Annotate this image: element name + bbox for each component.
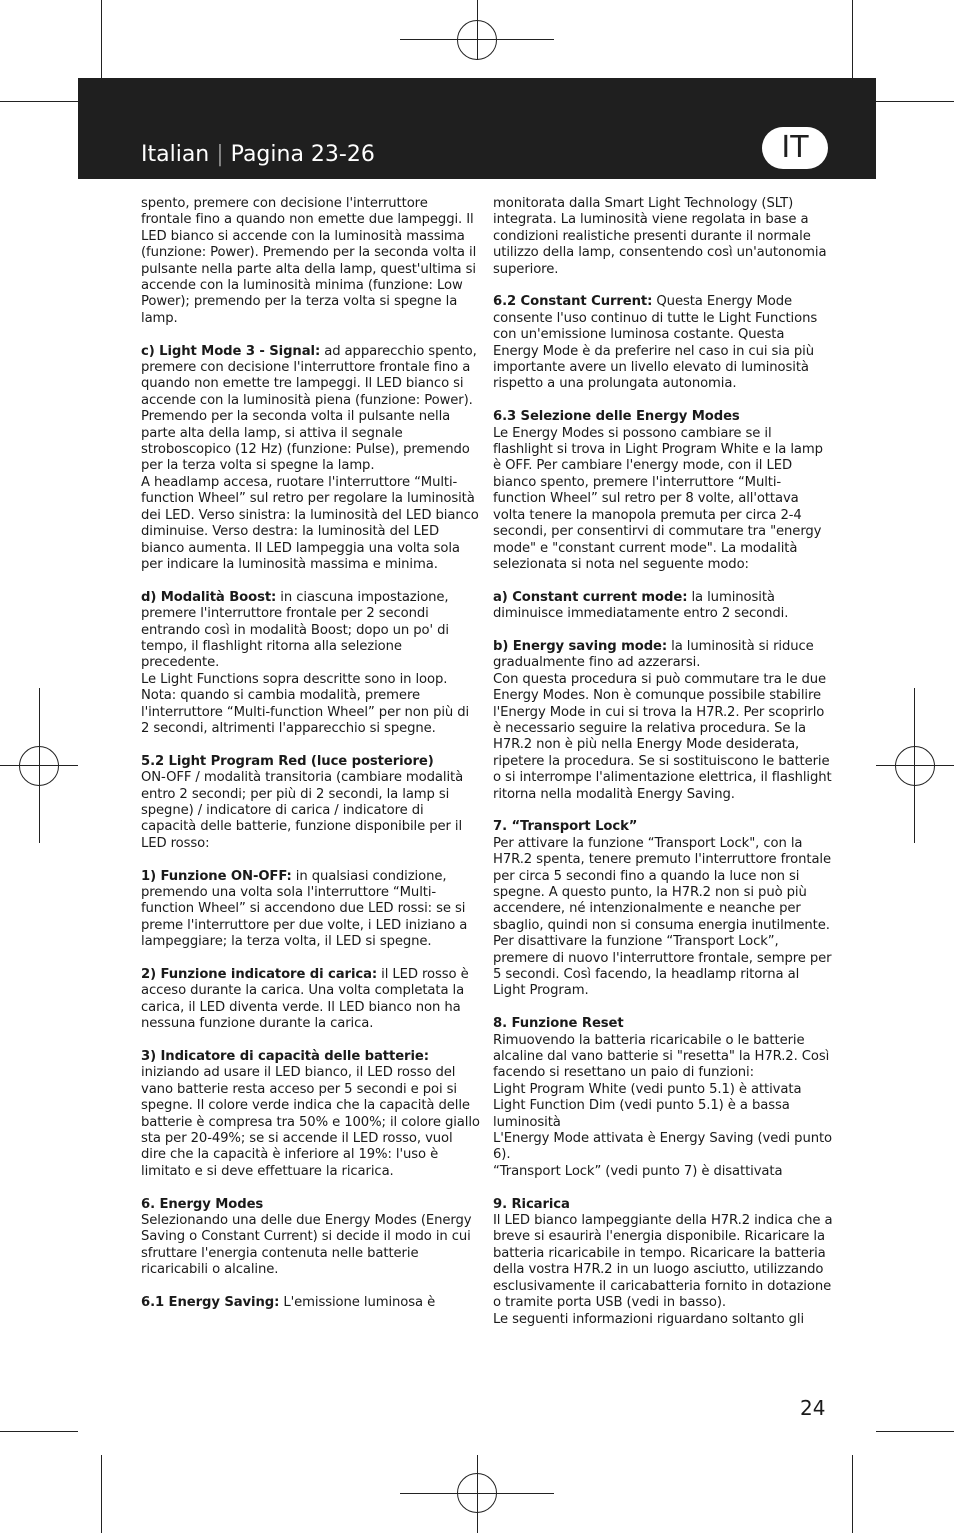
crop-mark bbox=[876, 765, 954, 766]
paragraph-text: spento, premere con decisione l'interruttore frontale fino a quando non emette due lampeggi. Il LED bianco si accende con la luminosità massima (funzione: Power). Premendo per la seconda volta il pulsante nella parte alta della lamp, quest'ultima si accende con la luminosità minima (funzione: Low Power); premendo per la terza volta si spegne la lamp. bbox=[141, 196, 477, 326]
paragraph-text: ad apparecchio spento, premere con decisione l'interruttore frontale fino a quando non emette tre lampeggi. Il LED bianco si accende con la luminosità piena (funzione: Power). Premendo per la seconda volta il pulsante nella parte alta della lamp, si attiva il segnale stroboscopico (12 Hz) (funzione: Pulse), premendo per la terza volta si spegne la lamp. bbox=[141, 343, 477, 474]
paragraph-gap bbox=[141, 1180, 481, 1196]
paragraph-heading: 8. Funzione Reset bbox=[493, 1016, 624, 1032]
paragraph-text: Le seguenti informazioni riguardano soltanto gli bbox=[493, 1311, 805, 1327]
paragraph-heading: 6. Energy Modes bbox=[141, 1196, 264, 1212]
paragraph-text: Light Program White (vedi punto 5.1) è attivata bbox=[493, 1081, 802, 1097]
paragraph-text: L'Energy Mode attivata è Energy Saving (vedi punto 6). bbox=[493, 1131, 832, 1163]
header-bar bbox=[78, 78, 876, 179]
paragraph bbox=[493, 294, 833, 392]
crop-mark bbox=[0, 765, 78, 766]
paragraph-gap bbox=[493, 573, 833, 589]
page-number: 24 bbox=[800, 1396, 826, 1420]
paragraph-gap bbox=[141, 951, 481, 967]
paragraph-text: il LED rosso è acceso durante la carica. Una volta completata la carica, il LED diventa verde. Il LED bianco non ha nessuna funzione durante la carica. bbox=[141, 967, 469, 1032]
paragraph-heading: b) Energy saving mode: bbox=[493, 638, 668, 654]
paragraph-heading: a) Constant current mode: bbox=[493, 589, 688, 605]
paragraph-heading: 2) Funzione indicatore di carica: bbox=[141, 967, 378, 983]
paragraph-heading: c) Light Mode 3 - Signal: bbox=[141, 343, 321, 359]
paragraph-heading: 5.2 Light Program Red (luce posteriore) bbox=[141, 753, 434, 769]
paragraph-heading: 6.1 Energy Saving: bbox=[141, 1295, 280, 1311]
paragraph-gap bbox=[141, 327, 481, 343]
paragraph bbox=[141, 770, 481, 852]
paragraph-heading: 3) Indicatore di capacità delle batterie: bbox=[141, 1049, 429, 1065]
paragraph-text: in ciascuna impostazione, premere l'interruttore frontale per 2 secondi entrando così in modalità Boost; dopo un po' di tempo, il flashlight ritorna alla selezione precedente. bbox=[141, 589, 449, 671]
paragraph bbox=[141, 344, 481, 475]
paragraph bbox=[141, 1213, 481, 1279]
paragraph-text: Per attivare la funzione “Transport Lock", con la H7R.2 spenta, tenere premuto l'interruttore frontale per circa 5 secondi fino a quando la luce non si spegne. A questo punto, la H7R.2 non si può più accendere, né intenzionalmente e neanche per sbaglio, quindi non si consuma energia inutilmente. bbox=[493, 835, 832, 933]
title-separator: | bbox=[216, 142, 224, 167]
paragraph-heading: 7. “Transport Lock” bbox=[493, 819, 638, 835]
paragraph bbox=[141, 1295, 481, 1311]
paragraph bbox=[493, 639, 833, 672]
paragraph bbox=[141, 196, 481, 327]
crop-mark bbox=[0, 1431, 78, 1432]
paragraph bbox=[493, 409, 833, 425]
paragraph-text: Rimuovendo la batteria ricaricabile o le batterie alcaline dal vano batterie si "resetta" la H7R.2. Così facendo si resettano un paio di funzioni: bbox=[493, 1032, 830, 1081]
text-column-right bbox=[493, 196, 833, 1328]
paragraph bbox=[493, 934, 833, 1000]
paragraph-heading: 9. Ricarica bbox=[493, 1196, 570, 1212]
paragraph bbox=[493, 1197, 833, 1213]
paragraph bbox=[141, 590, 481, 672]
paragraph bbox=[493, 1213, 833, 1311]
crop-mark bbox=[0, 101, 78, 102]
paragraph bbox=[493, 1033, 833, 1082]
paragraph bbox=[141, 475, 481, 573]
paragraph bbox=[493, 836, 833, 934]
paragraph-gap bbox=[493, 803, 833, 819]
paragraph-text: A headlamp accesa, ruotare l'interruttore “Multi-function Wheel” sul retro per regolare la luminosità dei LED. Verso sinistra: la luminosità del LED bianco diminuise. Verso destra: la luminosità del LED bianco aumenta. Il LED lampeggia una volta sola per indicare la luminosità massima e minima. bbox=[141, 474, 479, 572]
paragraph-text: Il LED bianco lampeggiante della H7R.2 indica che a breve si esaurirà l'energia disponibile. Ricaricare la batteria ricaricabile in tempo. Ricaricare la batteria della vostra H7R.2 in un luogo asciutto, utilizzando esclusivamente il caricabatteria fornito in dotazione o tramite porta USB (vedi in basso). bbox=[493, 1213, 833, 1311]
paragraph-text: L'emissione luminosa è bbox=[279, 1295, 436, 1311]
paragraph-gap bbox=[493, 1000, 833, 1016]
paragraph-text: iniziando ad usare il LED bianco, il LED rosso del vano batterie resta acceso per 5 secondi e poi si spegne. Il colore verde indica che la capacità delle batterie è compresa tra 50% e 100%; il colore giallo sta per 20-49%; se si accende il LED rosso, vuol dire che la capacità è inferiore al 19%: l'uso è limitato e si deve effettuare la ricarica. bbox=[141, 1065, 480, 1179]
paragraph-gap bbox=[141, 1279, 481, 1295]
paragraph-text: ON-OFF / modalità transitoria (cambiare modalità entro 2 secondi; per più di 2 secondi, la lamp si spegne) / indicatore di carica / indicatore di capacità delle batterie, funzione disponibile per il LED rosso: bbox=[141, 770, 464, 851]
paragraph-gap bbox=[141, 1033, 481, 1049]
paragraph-text: Con questa procedura si può commutare tra le due Energy Modes. Non è comunque possibile stabilire l'Energy Mode in cui si trova la H7R.2. Per scoprirlo è necessario seguire la relativa procedura. Se la H7R.2 non è più nella Energy Mode desiderata, ripetere la procedura. Se si sostituiscono le batterie o si interrompe l'alimentazione elettrica, il flashlight ritorna nella modalità Energy Saving. bbox=[493, 671, 832, 802]
page-title bbox=[141, 142, 375, 167]
paragraph bbox=[493, 426, 833, 574]
paragraph-text: “Transport Lock” (vedi punto 7) è disattivata bbox=[493, 1163, 783, 1179]
paragraph bbox=[141, 869, 481, 951]
paragraph bbox=[493, 1164, 833, 1180]
language-badge: IT bbox=[762, 127, 828, 169]
paragraph-gap bbox=[493, 1180, 833, 1196]
paragraph bbox=[141, 967, 481, 1033]
paragraph bbox=[141, 754, 481, 770]
paragraph-heading: 6.3 Selezione delle Energy Modes bbox=[493, 409, 740, 425]
paragraph bbox=[493, 196, 833, 278]
paragraph bbox=[493, 1312, 833, 1328]
paragraph-gap bbox=[141, 852, 481, 868]
paragraph bbox=[493, 819, 833, 835]
paragraph-text: Selezionando una delle due Energy Modes (Energy Saving o Constant Current) si decide il modo in cui sfruttare l'energia contenuta nelle batterie ricaricabili o alcaline. bbox=[141, 1213, 472, 1278]
paragraph-gap bbox=[493, 278, 833, 294]
paragraph-heading: 1) Funzione ON-OFF: bbox=[141, 868, 292, 884]
paragraph-text: monitorata dalla Smart Light Technology (SLT) integrata. La luminosità viene regolata in base a condizioni realistiche presenti durante il normale utilizzo della lamp, consentendo così un'autonomia superiore. bbox=[493, 196, 827, 277]
crop-mark bbox=[852, 1455, 853, 1533]
paragraph-text: Light Function Dim (vedi punto 5.1) è a bassa luminosità bbox=[493, 1098, 790, 1130]
paragraph-heading: 6.2 Constant Current: bbox=[493, 294, 653, 310]
paragraph bbox=[493, 1098, 833, 1131]
paragraph bbox=[493, 1082, 833, 1098]
paragraph bbox=[493, 590, 833, 623]
crop-mark bbox=[101, 0, 102, 78]
paragraph bbox=[141, 1197, 481, 1213]
crop-mark bbox=[477, 1455, 478, 1533]
paragraph bbox=[141, 1065, 481, 1180]
crop-mark bbox=[852, 0, 853, 78]
crop-mark bbox=[876, 101, 954, 102]
crop-mark bbox=[477, 0, 478, 60]
paragraph-gap bbox=[493, 623, 833, 639]
registration-mark-right bbox=[895, 746, 935, 786]
paragraph-gap bbox=[141, 737, 481, 753]
text-column-left bbox=[141, 196, 481, 1312]
paragraph-text: la luminosità si riduce gradualmente fino ad azzerarsi. bbox=[493, 638, 814, 671]
paragraph-gap bbox=[493, 393, 833, 409]
paragraph-text: Questa Energy Mode consente l'uso continuo di tutte le Light Functions con un'emissione luminosa costante. Questa Energy Mode è da preferire nel caso in cui sia più importante avere un livello elevato di luminosità rispetto a una prolungata autonomia. bbox=[493, 294, 818, 392]
paragraph-heading: d) Modalità Boost: bbox=[141, 589, 277, 605]
paragraph-text: in qualsiasi condizione, premendo una volta sola l'interruttore “Multi-function Wheel” si accendono due LED rossi: se si preme l'interruttore per due volte, i LED iniziano a lampeggiare; la terza volta, il LED si spegne. bbox=[141, 868, 468, 950]
paragraph bbox=[141, 672, 481, 738]
language-label: Italian bbox=[141, 142, 210, 167]
paragraph-gap bbox=[141, 573, 481, 589]
paragraph bbox=[493, 1131, 833, 1164]
paragraph-text: Le Energy Modes si possono cambiare se il flashlight si trova in Light Program White e la lamp è OFF. Per cambiare l'energy mode, con il LED bianco spento, premere l'interruttore “Multi-function Wheel” sul retro per 8 volte, all'ottava volta tenere la manopola premuta per circa 2-4 secondi, per consentirvi di commutare tra "energy mode" e "constant current mode". La modalità selezionata si nota nel seguente modo: bbox=[493, 425, 823, 572]
paragraph-text: Le Light Functions sopra descritte sono in loop. Nota: quando si cambia modalità, premere l'interruttore “Multi-function Wheel” per non più di 2 secondi, altrimenti l'apparecchio si spegne. bbox=[141, 671, 470, 736]
paragraph-text: la luminosità diminuisce immediatamente entro 2 secondi. bbox=[493, 589, 789, 622]
paragraph bbox=[493, 672, 833, 803]
paragraph-text: Per disattivare la funzione “Transport Lock”, premere di nuovo l'interruttore frontale, sempre per 5 secondi. Così facendo, la headlamp ritorna al Light Program. bbox=[493, 934, 832, 999]
crop-mark bbox=[101, 1455, 102, 1533]
paragraph bbox=[493, 1016, 833, 1032]
paragraph bbox=[141, 1049, 481, 1065]
crop-mark bbox=[876, 1431, 954, 1432]
page-range: Pagina 23-26 bbox=[230, 142, 375, 167]
